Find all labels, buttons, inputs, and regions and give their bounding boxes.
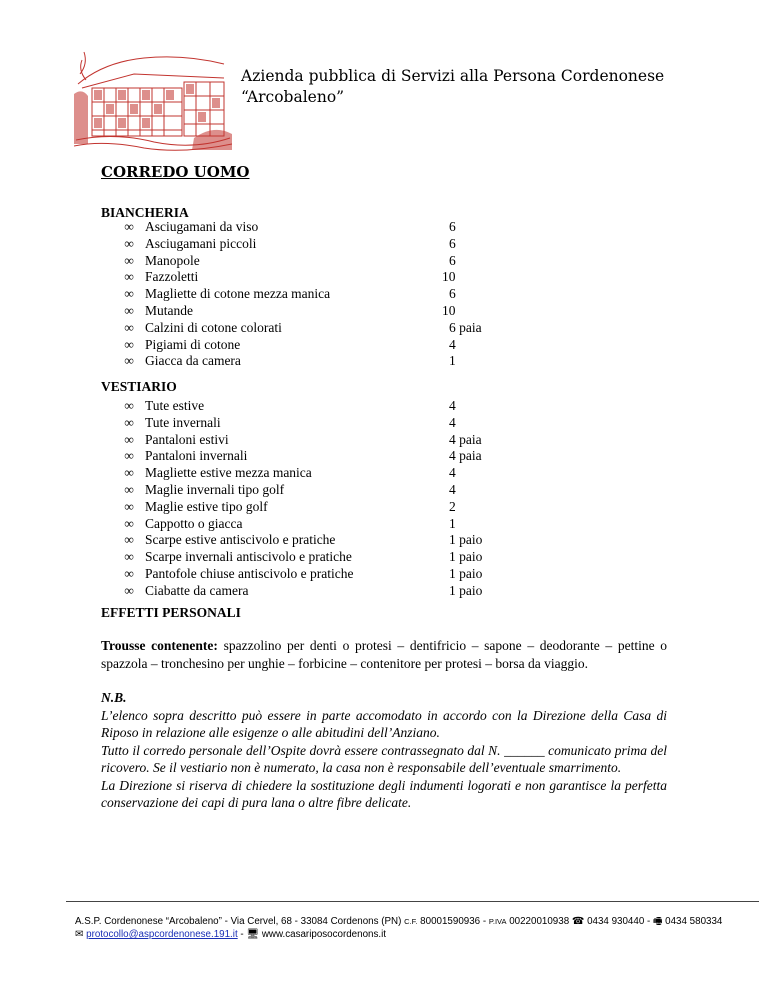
organization-logo [74, 44, 232, 152]
bullet-icon: ∞ [124, 219, 134, 234]
item-label: Magliette estive mezza manica [145, 465, 312, 481]
item-qty: 1 paio [449, 565, 483, 581]
item-label: Tute invernali [145, 414, 221, 430]
footer-cf-value: 80001590936 - [417, 916, 489, 927]
item-qty: 6 [449, 235, 456, 251]
item-label: Asciugamani da viso [145, 219, 259, 234]
item-qty: 4 paia [449, 431, 482, 447]
footer-address: A.S.P. Cordenonese “Arcobaleno” - Via Cervel, 68 - 33084 Cordenons (PN) [75, 916, 405, 927]
item-label: Fazzoletti [145, 269, 199, 285]
biancheria-heading: BIANCHERIA [101, 205, 189, 220]
effetti-personali-heading: EFFETTI PERSONALI [101, 605, 241, 620]
list-item [0, 549, 768, 566]
bullet-icon: ∞ [124, 549, 134, 565]
item-label: Cappotto o giacca [145, 515, 243, 531]
notes-block [101, 689, 667, 812]
item-qty: 4 [449, 481, 456, 497]
item-label: Tute estive [145, 398, 205, 413]
footer-line1 [75, 915, 722, 928]
bullet-icon: ∞ [124, 582, 134, 598]
list-item [0, 219, 768, 236]
item-label: Mutande [145, 302, 193, 318]
item-qty: 1 [449, 353, 456, 369]
item-qty: 4 [449, 398, 456, 413]
item-label: Maglie estive tipo golf [145, 498, 268, 514]
item-label: Magliette di cotone mezza manica [145, 286, 331, 302]
bullet-icon: ∞ [124, 448, 134, 464]
item-qty: 1 paio [449, 532, 483, 548]
list-item [0, 337, 768, 354]
list-item [0, 465, 768, 482]
footer-cf-label: C.F. [404, 917, 418, 926]
footer-divider [66, 901, 759, 902]
list-item [0, 269, 768, 286]
item-label: Giacca da camera [145, 353, 241, 369]
envelope-icon: ✉ [75, 929, 84, 940]
list-item [0, 566, 768, 583]
item-label: Scarpe estive antiscivolo e pratiche [145, 532, 336, 548]
item-label: Pantaloni invernali [145, 448, 248, 464]
footer-website: www.casariposocordenons.it [259, 929, 386, 940]
list-item [0, 415, 768, 432]
notes-paragraph: Tutto il corredo personale dell’Ospite dovrà essere contrassegnato dal N. ______ comunicato prima del ricovero. Se il vestiario non è numerato, la casa non è responsabile dell’eventuale smarrimento. [101, 742, 667, 775]
list-item [0, 482, 768, 499]
item-qty: 1 paio [449, 549, 483, 565]
bullet-icon: ∞ [124, 269, 134, 285]
bullet-icon: ∞ [124, 398, 134, 413]
bullet-icon: ∞ [124, 353, 134, 369]
item-qty: 1 [449, 515, 456, 531]
item-qty: 6 [449, 252, 456, 268]
organization-name-line1: Azienda pubblica di Servizi alla Persona Cordenonese [241, 67, 665, 85]
footer-separator: - [237, 929, 247, 940]
list-item [0, 583, 768, 600]
bullet-icon: ∞ [124, 235, 134, 251]
trousse-paragraph [101, 637, 667, 672]
list-item [0, 303, 768, 320]
notes-heading: N.B. [101, 690, 127, 705]
list-item [0, 432, 768, 449]
bullet-icon: ∞ [124, 515, 134, 531]
list-item [0, 398, 768, 415]
list-item [0, 236, 768, 253]
vestiario-list [0, 398, 768, 600]
footer-piva-label: P.IVA [488, 917, 507, 926]
notes-paragraph: La Direzione si riserva di chiedere la sostituzione degli indumenti logorati e non garantisce la perfetta conservazione dei capi di pura lana o altre fibre delicate. [101, 777, 667, 810]
item-label: Manopole [145, 252, 200, 268]
item-label: Asciugamani piccoli [145, 235, 257, 251]
computer-icon: 🖥 [246, 929, 260, 940]
bullet-icon: ∞ [124, 252, 134, 268]
list-item [0, 320, 768, 337]
footer [75, 915, 722, 941]
footer-email-link[interactable]: protocollo@aspcordenonese.191.it [86, 929, 238, 940]
bullet-icon: ∞ [124, 414, 134, 430]
bullet-icon: ∞ [124, 431, 134, 447]
footer-piva-value: 00220010938 [506, 916, 572, 927]
list-item [0, 353, 768, 370]
item-label: Calzini di cotone colorati [145, 319, 282, 335]
item-label: Pantofole chiuse antiscivolo e pratiche [145, 565, 354, 581]
notes-paragraph: L’elenco sopra descritto può essere in parte accomodato in accordo con la Direzione della Casa di Riposo in relazione alle esigenze o alle abitudini dell’Anziano. [101, 707, 667, 740]
trousse-text: spazzolino per denti o protesi – dentifricio – sapone – deodorante – pettine o spazzola – tronchesino per unghie – forbicine – contenitore per protesi – borsa da viaggio. [101, 638, 667, 671]
bullet-icon: ∞ [124, 302, 134, 318]
item-qty: 2 [449, 498, 456, 514]
item-qty: 4 [449, 414, 456, 430]
bullet-icon: ∞ [124, 481, 134, 497]
trousse-label: Trousse contenente: [101, 638, 218, 653]
list-item [0, 516, 768, 533]
item-label: Pantaloni estivi [145, 431, 229, 447]
list-item [0, 532, 768, 549]
item-label: Ciabatte da camera [145, 582, 249, 598]
item-qty: 4 [449, 336, 456, 352]
bullet-icon: ∞ [124, 465, 134, 481]
item-qty: 6 paia [449, 319, 482, 335]
bullet-icon: ∞ [124, 336, 134, 352]
footer-fax: 0434 580334 [662, 916, 723, 927]
item-label: Pigiami di cotone [145, 336, 241, 352]
bullet-icon: ∞ [124, 565, 134, 581]
item-qty: 1 paio [449, 582, 483, 598]
fax-icon: 🖷 [652, 916, 663, 927]
footer-phone: 0434 930440 - [584, 916, 653, 927]
bullet-icon: ∞ [124, 286, 134, 302]
list-item [0, 448, 768, 465]
bullet-icon: ∞ [124, 498, 134, 514]
bullet-icon: ∞ [124, 532, 134, 548]
item-label: Maglie invernali tipo golf [145, 481, 285, 497]
page-title: CORREDO UOMO [101, 163, 250, 181]
item-qty: 10 [442, 302, 456, 318]
item-qty: 4 paia [449, 448, 482, 464]
list-item [0, 286, 768, 303]
list-item [0, 499, 768, 516]
list-item [0, 253, 768, 270]
bullet-icon: ∞ [124, 319, 134, 335]
item-qty: 6 [449, 219, 456, 234]
phone-icon: ☎ [571, 916, 585, 927]
organization-name-line2: “Arcobaleno” [241, 88, 345, 106]
biancheria-list [0, 219, 768, 370]
item-qty: 6 [449, 286, 456, 302]
item-qty: 10 [442, 269, 456, 285]
footer-line2 [75, 928, 722, 941]
organization-name [241, 66, 664, 108]
item-qty: 4 [449, 465, 456, 481]
item-label: Scarpe invernali antiscivolo e pratiche [145, 549, 352, 565]
vestiario-heading: VESTIARIO [101, 379, 177, 394]
